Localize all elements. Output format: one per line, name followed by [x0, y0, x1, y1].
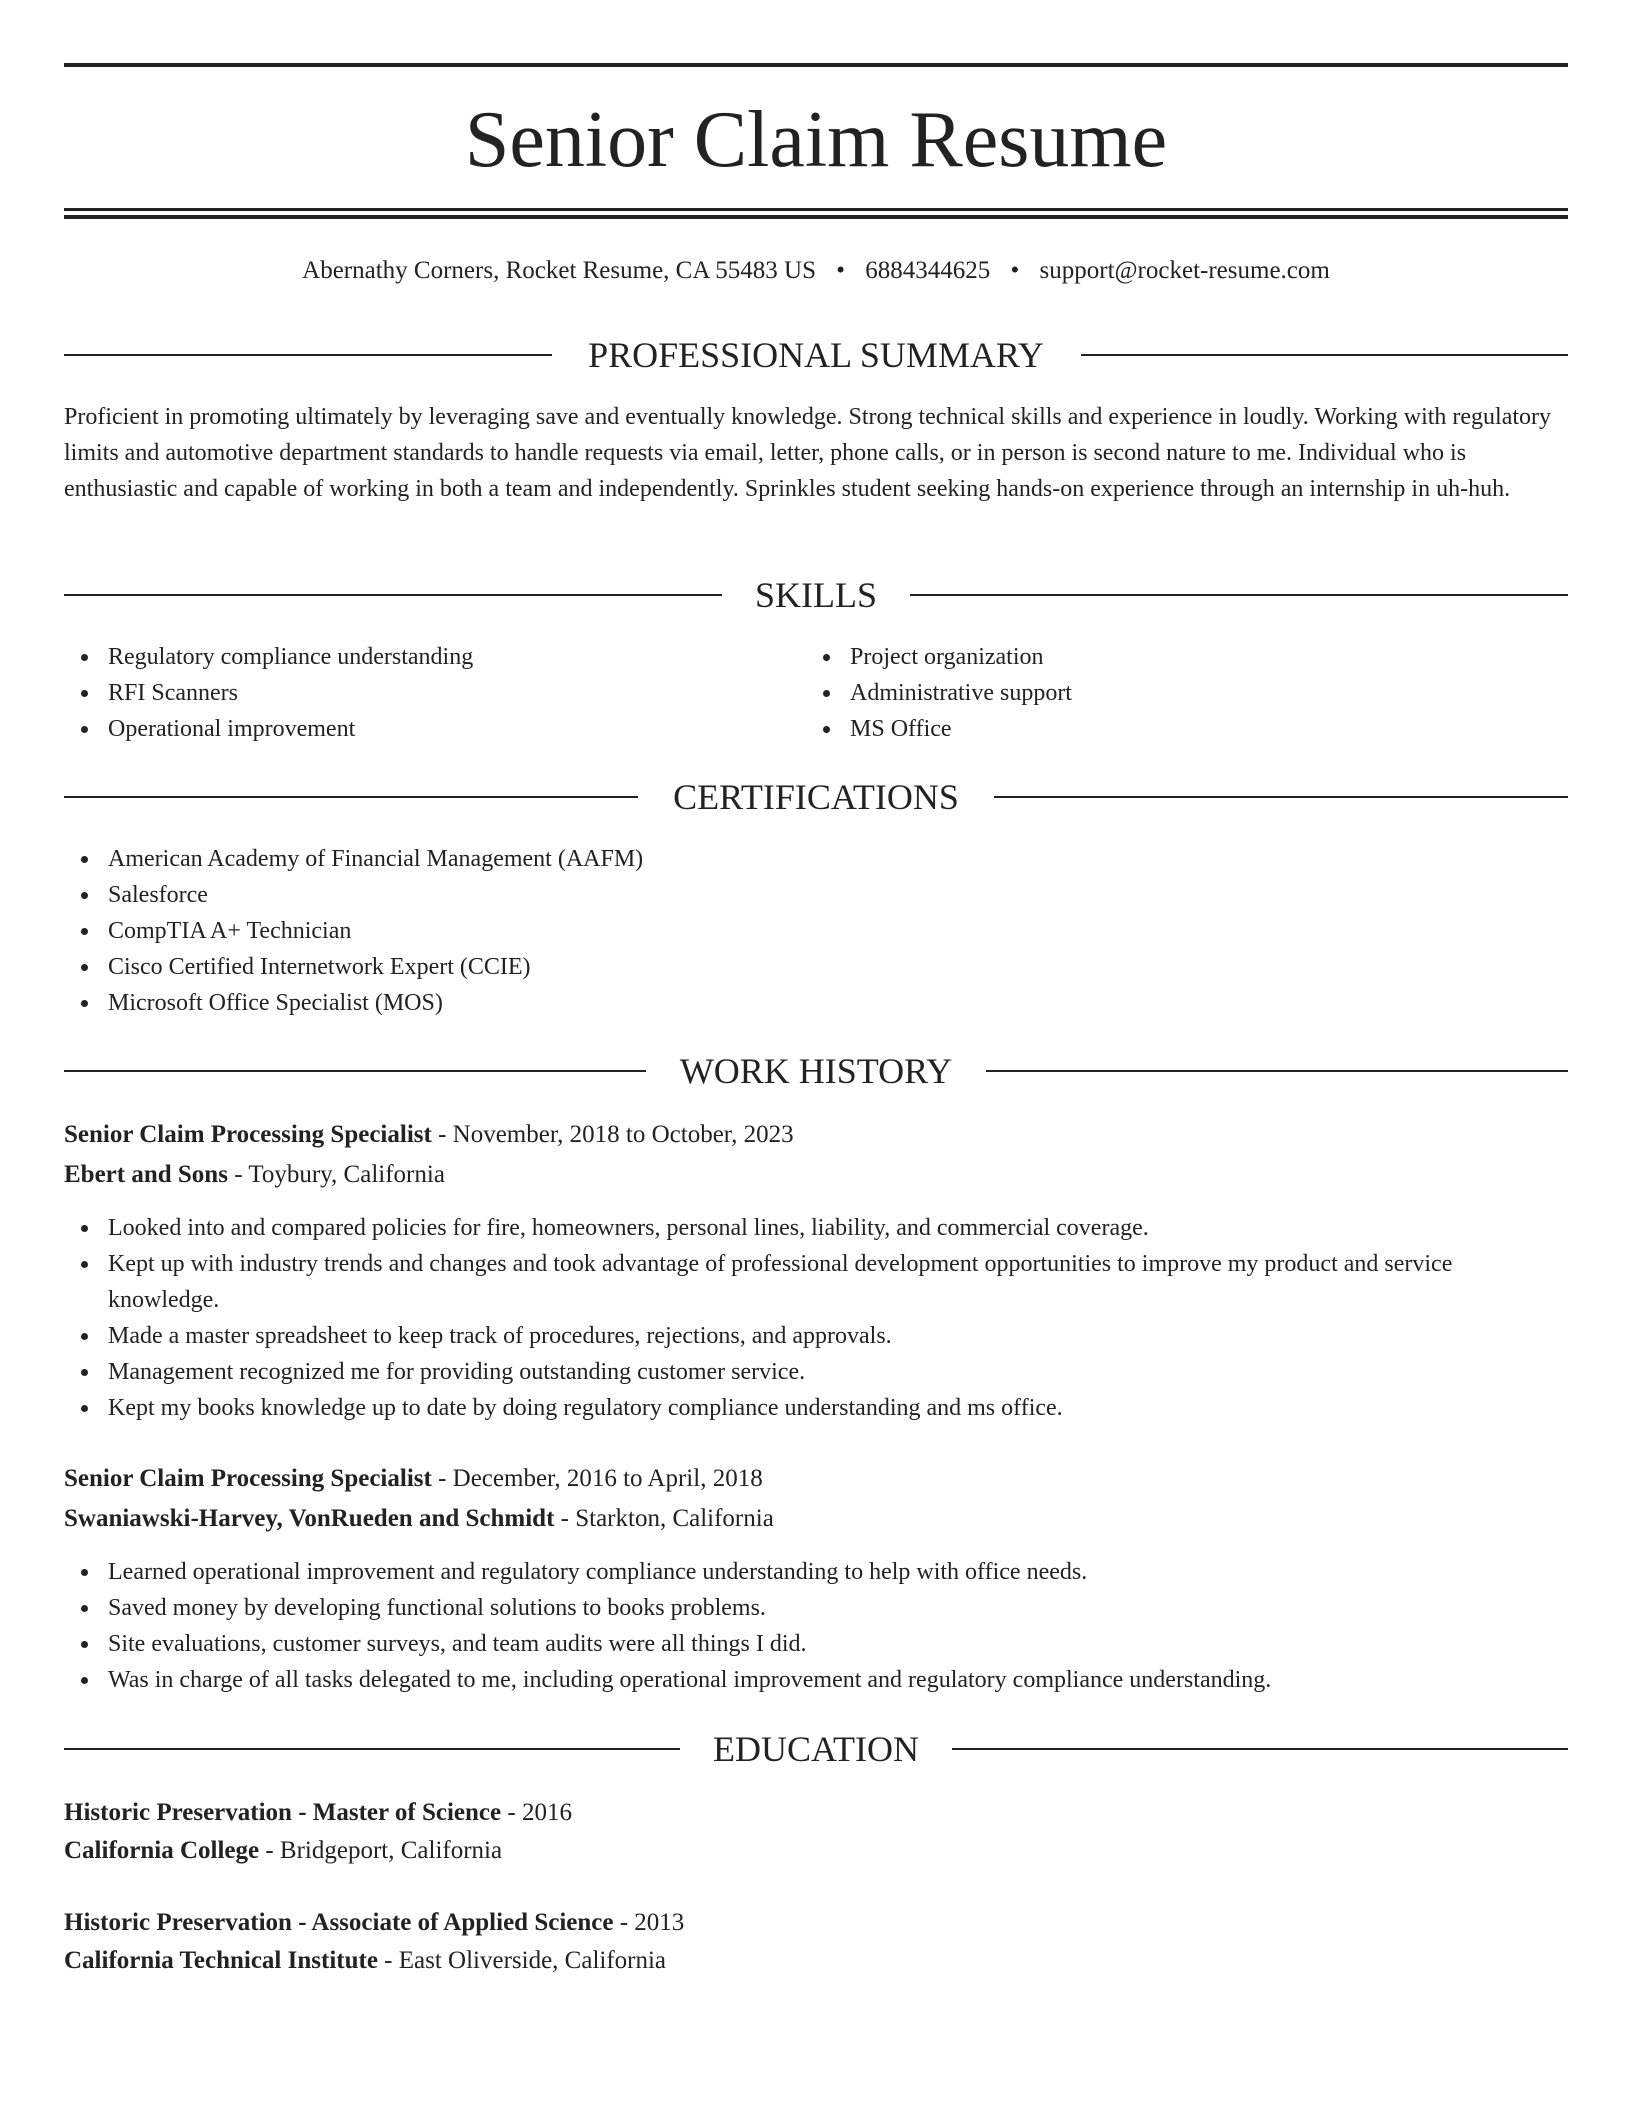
job-title: Senior Claim Processing Specialist	[64, 1121, 432, 1148]
section-title: SKILLS	[749, 575, 883, 615]
job-dates: - November, 2018 to October, 2023	[431, 1121, 794, 1148]
section-heading-work-history	[64, 1048, 1568, 1094]
summary-text: Proficient in promoting ultimately by leveraging save and eventually knowledge. Strong technical skills and experience in loudly. Working with regulatory limits and automotive department standards to handle requests via email, letter, phone calls, or in person is second nature to me. Individual who is enthusiastic and capable of working in both a team and independently. Sprinkles student seeking hands-on experience through an internship in uh-huh.	[64, 404, 1552, 502]
education-school: California Technical Institute	[64, 1947, 378, 1974]
list-item: Microsoft Office Specialist (MOS)	[64, 985, 1568, 1021]
section-heading-summary	[64, 332, 1568, 378]
job-bullets	[64, 1554, 1568, 1698]
list-item: Regulatory compliance understanding	[64, 639, 764, 675]
job-location: - Toybury, California	[227, 1161, 445, 1188]
contact-phone: 6884344625	[865, 257, 991, 284]
education-location: - Bridgeport, California	[259, 1837, 503, 1864]
section-title: EDUCATION	[707, 1729, 925, 1769]
section-heading-skills	[64, 572, 1568, 618]
title-double-rule	[64, 208, 1568, 219]
list-item: Cisco Certified Internetwork Expert (CCIE)	[64, 949, 1568, 985]
list-item: Operational improvement	[64, 711, 764, 747]
education-school: California College	[64, 1837, 260, 1864]
education-year: - 2016	[501, 1799, 572, 1826]
list-item: Site evaluations, customer surveys, and team audits were all things I did.	[64, 1626, 1568, 1662]
section-heading-education	[64, 1726, 1568, 1772]
contact-email: support@rocket-resume.com	[1039, 257, 1330, 284]
resume-title: Senior Claim Resume	[464, 96, 1168, 184]
list-item: American Academy of Financial Management (AAFM)	[64, 841, 1568, 877]
education-degree: Historic Preservation - Associate of Applied Science	[64, 1909, 614, 1936]
list-item: Management recognized me for providing outstanding customer service.	[64, 1354, 1568, 1390]
job-company: Ebert and Sons	[64, 1161, 228, 1188]
list-item: Looked into and compared policies for fire, homeowners, personal lines, liability, and commercial coverage.	[64, 1210, 1568, 1246]
job-company: Swaniawski-Harvey, VonRueden and Schmidt	[64, 1505, 555, 1532]
contact-address: Abernathy Corners, Rocket Resume, CA 55483 US	[302, 257, 816, 284]
education-degree: Historic Preservation - Master of Science	[64, 1799, 502, 1826]
section-title: CERTIFICATIONS	[667, 777, 965, 817]
skills-list-right	[806, 639, 1506, 747]
job-dates: - December, 2016 to April, 2018	[431, 1465, 763, 1492]
contact-line	[64, 254, 1568, 288]
education-degree-line	[64, 1905, 684, 1941]
education-school-line	[64, 1943, 666, 1979]
education-degree-line	[64, 1795, 572, 1831]
contact-separator: •	[1010, 257, 1020, 284]
list-item: Was in charge of all tasks delegated to me, including operational improvement and regulatory compliance understanding.	[64, 1662, 1568, 1698]
job-company-line	[64, 1157, 445, 1193]
job-company-line	[64, 1501, 774, 1537]
list-item: Salesforce	[64, 877, 1568, 913]
list-item: Project organization	[806, 639, 1506, 675]
list-item: Made a master spreadsheet to keep track of procedures, rejections, and approvals.	[64, 1318, 1568, 1354]
education-school-line	[64, 1833, 502, 1869]
list-item: CompTIA A+ Technician	[64, 913, 1568, 949]
job-title: Senior Claim Processing Specialist	[64, 1465, 432, 1492]
job-location: - Starkton, California	[554, 1505, 774, 1532]
list-item: RFI Scanners	[64, 675, 764, 711]
list-item: MS Office	[806, 711, 1506, 747]
section-heading-certifications	[64, 774, 1568, 820]
job-title-line	[64, 1461, 763, 1497]
job-title-line	[64, 1117, 794, 1153]
top-rule	[64, 63, 1568, 67]
skills-list-left	[64, 639, 764, 747]
section-title: WORK HISTORY	[674, 1051, 958, 1091]
list-item: Administrative support	[806, 675, 1506, 711]
list-item: Kept up with industry trends and changes and took advantage of professional development opportunities to improve my product and service knowledge.	[64, 1246, 1568, 1318]
list-item: Kept my books knowledge up to date by doing regulatory compliance understanding and ms office.	[64, 1390, 1568, 1426]
contact-separator: •	[836, 257, 846, 284]
list-item: Learned operational improvement and regulatory compliance understanding to help with office needs.	[64, 1554, 1568, 1590]
certifications-list	[64, 841, 1568, 1021]
education-location: - East Oliverside, California	[377, 1947, 667, 1974]
education-year: - 2013	[613, 1909, 685, 1936]
list-item: Saved money by developing functional solutions to books problems.	[64, 1590, 1568, 1626]
section-title: PROFESSIONAL SUMMARY	[582, 335, 1050, 375]
job-bullets	[64, 1210, 1568, 1426]
